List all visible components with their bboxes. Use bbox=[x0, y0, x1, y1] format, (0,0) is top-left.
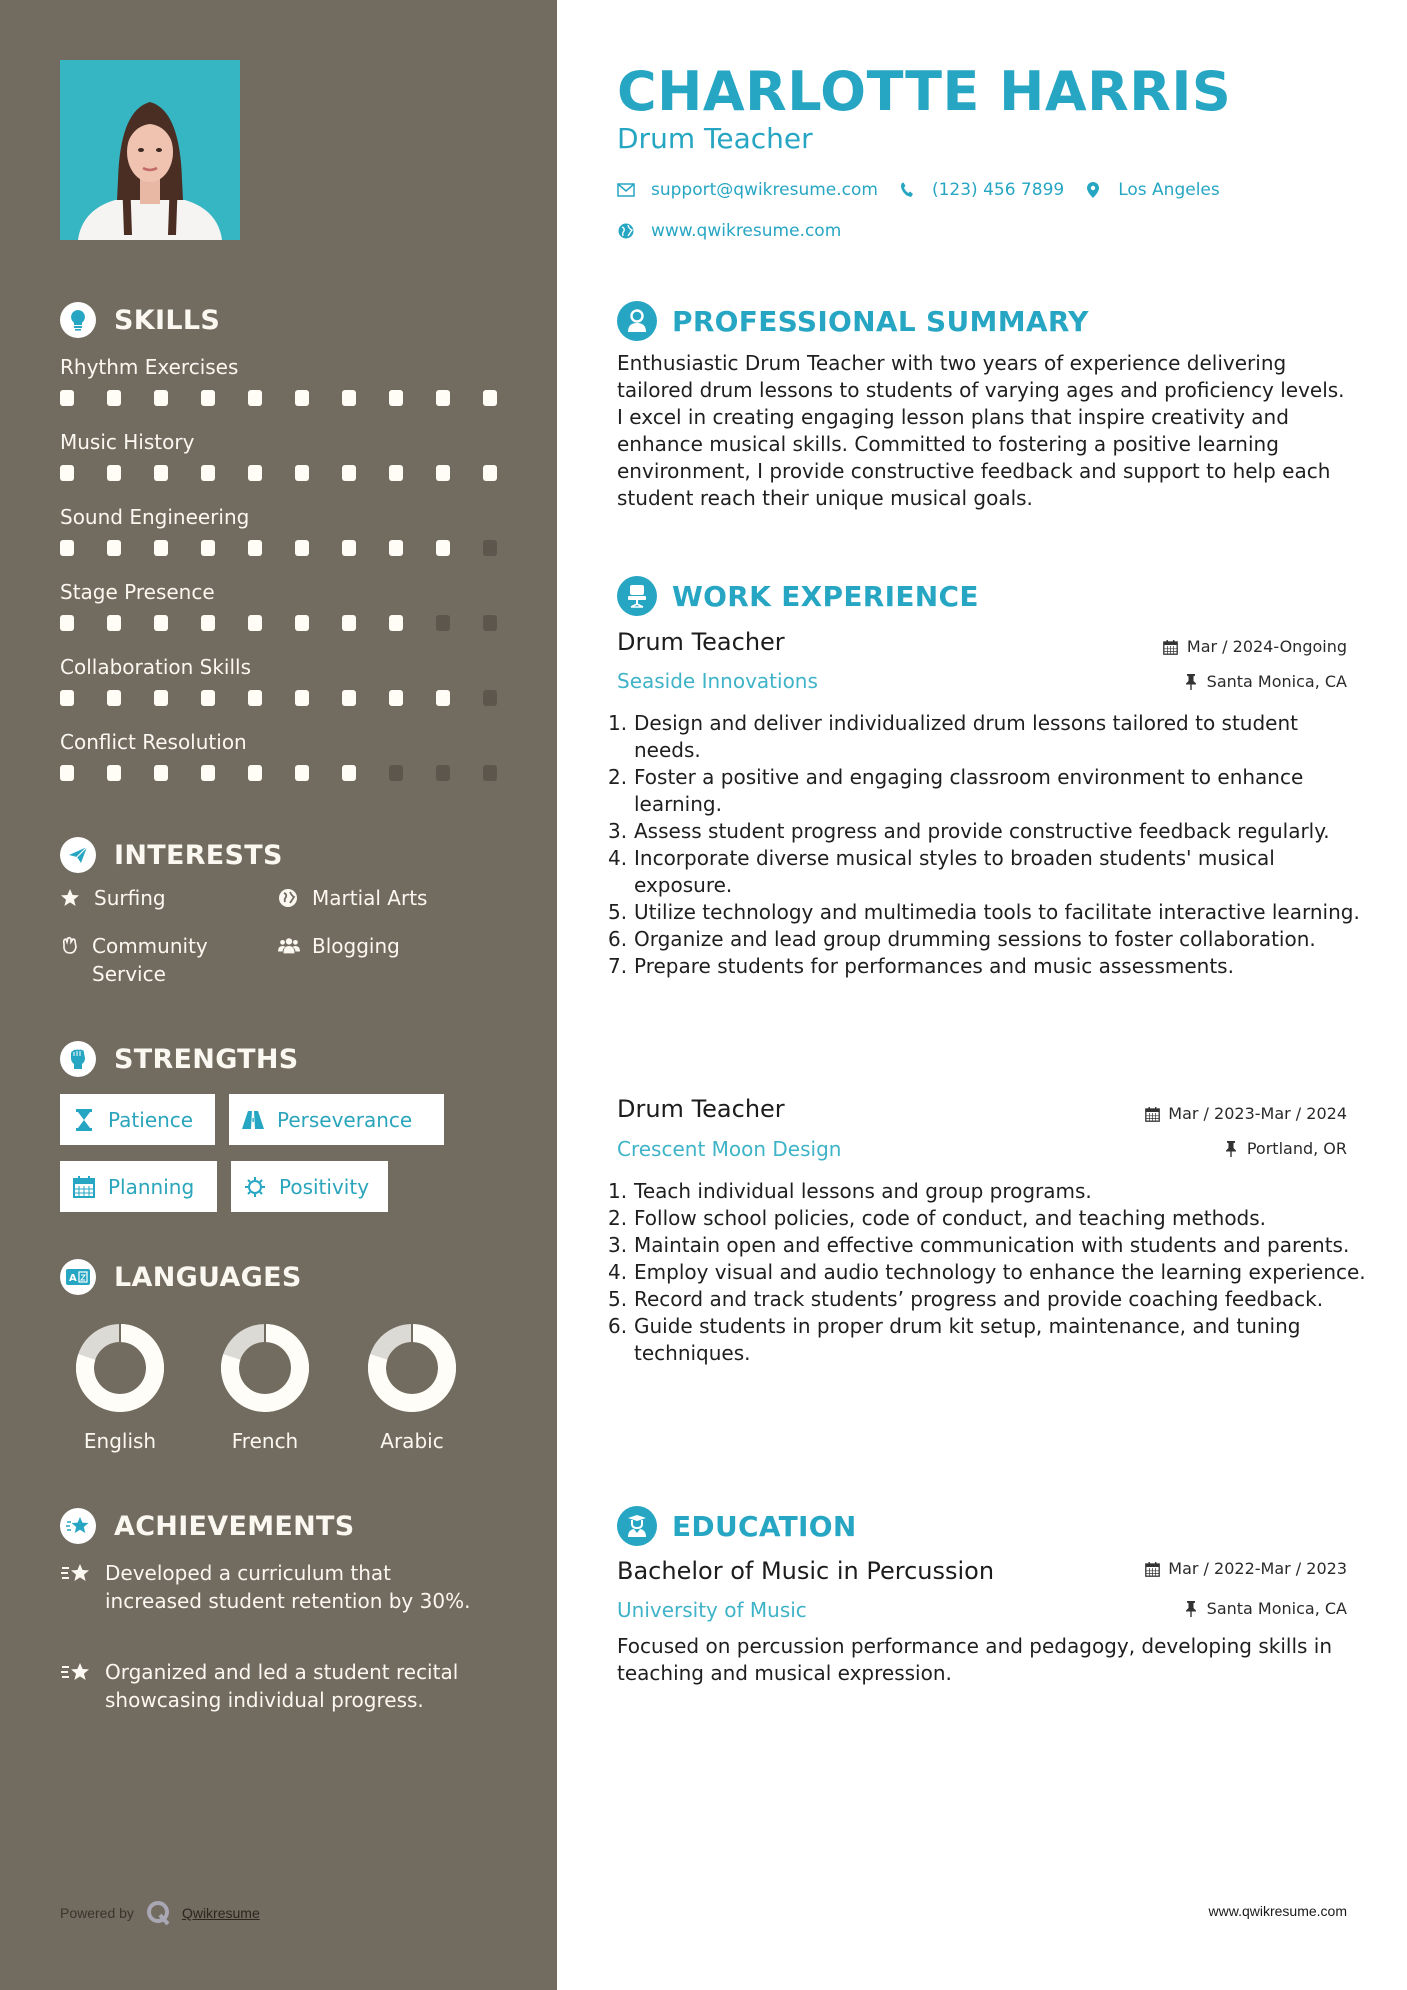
bullet-number: 1. bbox=[608, 1179, 628, 1203]
chair-icon bbox=[617, 576, 657, 616]
rating-dot-filled bbox=[201, 690, 215, 706]
bullet-number: 4. bbox=[608, 846, 628, 870]
rating-dot-filled bbox=[295, 540, 309, 556]
degree-title: Bachelor of Music in Percussion bbox=[617, 1557, 995, 1585]
hand-icon bbox=[60, 932, 80, 960]
rating-dot-filled bbox=[201, 765, 215, 781]
job-bullet bbox=[608, 1286, 1368, 1313]
rating-dot-filled bbox=[154, 615, 168, 631]
rating-dot-filled bbox=[60, 690, 74, 706]
rating-dot-filled bbox=[154, 765, 168, 781]
email-link[interactable]: support@qwikresume.com bbox=[651, 180, 878, 200]
rating-dot-filled bbox=[248, 540, 262, 556]
language-proficiency-chart bbox=[352, 1324, 472, 1412]
road-icon bbox=[241, 1108, 265, 1132]
bullet-number: 7. bbox=[608, 954, 628, 978]
rating-dot-filled bbox=[154, 465, 168, 481]
bullet-text: Record and track students’ progress and provide coaching feedback. bbox=[634, 1287, 1324, 1311]
rating-dot-filled bbox=[342, 465, 356, 481]
envelope-icon bbox=[617, 181, 635, 199]
powered-by: Powered by Qwikresume bbox=[60, 1900, 260, 1926]
graduate-icon bbox=[617, 1506, 657, 1546]
contact-row bbox=[617, 180, 1220, 200]
interest-item: Surfing bbox=[60, 884, 166, 912]
star-award-icon bbox=[60, 1559, 94, 1587]
bullet-number: 6. bbox=[608, 927, 628, 951]
rating-dot-filled bbox=[201, 540, 215, 556]
rating-dot-filled bbox=[436, 390, 450, 406]
rating-dot-filled bbox=[201, 390, 215, 406]
experience-heading: WORK EXPERIENCE bbox=[617, 576, 979, 616]
calendar-icon bbox=[1163, 639, 1179, 655]
website-link[interactable]: www.qwikresume.com bbox=[651, 221, 842, 241]
map-pin-icon bbox=[1084, 181, 1102, 199]
bullet-text: Follow school policies, code of conduct, and teaching methods. bbox=[634, 1206, 1267, 1230]
job-location: Santa Monica, CA bbox=[1183, 671, 1347, 693]
company-name: Seaside Innovations bbox=[617, 669, 818, 693]
qwikresume-logo-icon bbox=[146, 1900, 172, 1926]
skill-rating bbox=[60, 765, 497, 781]
strength-badge: Planning bbox=[60, 1161, 217, 1212]
star-award-icon bbox=[60, 1508, 96, 1544]
rating-dot-filled bbox=[248, 765, 262, 781]
strength-badge: Perseverance bbox=[229, 1094, 444, 1145]
svg-text:A: A bbox=[69, 1273, 77, 1284]
achievement-item: Developed a curriculum that increased student retention by 30%. bbox=[60, 1559, 480, 1615]
rating-dot-filled bbox=[107, 465, 121, 481]
language-label: French bbox=[231, 1429, 299, 1453]
rating-dot-filled bbox=[248, 465, 262, 481]
rating-dot-filled bbox=[295, 465, 309, 481]
bullet-text: Teach individual lessons and group programs. bbox=[634, 1179, 1092, 1203]
bullet-text: Organize and lead group drumming sessions to foster collaboration. bbox=[634, 927, 1316, 951]
rating-dot-filled bbox=[60, 615, 74, 631]
bullet-text: Maintain open and effective communication with students and parents. bbox=[634, 1233, 1350, 1257]
rating-dot-filled bbox=[107, 390, 121, 406]
main-content bbox=[557, 0, 1407, 1990]
company-name: Crescent Moon Design bbox=[617, 1137, 842, 1161]
footer-website-link[interactable]: www.qwikresume.com bbox=[1208, 1903, 1347, 1919]
lightbulb-icon bbox=[60, 302, 96, 338]
rating-dot-empty bbox=[436, 615, 450, 631]
rating-dot-filled bbox=[154, 390, 168, 406]
bullet-number: 5. bbox=[608, 900, 628, 924]
rating-dot-filled bbox=[154, 540, 168, 556]
rating-dot-filled bbox=[295, 690, 309, 706]
job-title: Drum Teacher bbox=[617, 628, 785, 656]
rating-dot-filled bbox=[107, 615, 121, 631]
bullet-number: 4. bbox=[608, 1260, 628, 1284]
bullet-number: 5. bbox=[608, 1287, 628, 1311]
rating-dot-filled bbox=[483, 390, 497, 406]
users-icon bbox=[278, 932, 300, 960]
phone-icon bbox=[898, 181, 916, 199]
calendar-icon bbox=[1144, 1106, 1160, 1122]
rating-dot-filled bbox=[248, 390, 262, 406]
skill-label: Conflict Resolution bbox=[60, 730, 247, 754]
job-bullets bbox=[608, 710, 1368, 980]
strength-badge: Positivity bbox=[231, 1161, 388, 1212]
interest-item: Martial Arts bbox=[278, 884, 427, 912]
job-bullet bbox=[608, 1178, 1368, 1205]
rating-dot-filled bbox=[107, 540, 121, 556]
hourglass-icon bbox=[72, 1108, 96, 1132]
contact-row bbox=[617, 221, 841, 241]
education-description: Focused on percussion performance and pedagogy, developing skills in teaching and musical expression. bbox=[617, 1634, 1333, 1685]
globe-icon bbox=[617, 222, 635, 240]
rating-dot-filled bbox=[342, 615, 356, 631]
skill-rating bbox=[60, 390, 497, 406]
rating-dot-filled bbox=[295, 390, 309, 406]
strengths-heading: STRENGTHS bbox=[60, 1041, 299, 1077]
rating-dot-filled bbox=[295, 765, 309, 781]
language-proficiency-chart bbox=[205, 1324, 325, 1412]
language-label: English bbox=[83, 1429, 157, 1453]
skill-label: Stage Presence bbox=[60, 580, 215, 604]
skill-rating bbox=[60, 465, 497, 481]
interest-item: Community Service bbox=[60, 932, 260, 988]
pushpin-icon bbox=[1183, 674, 1199, 690]
job-bullet bbox=[608, 764, 1368, 818]
languages-heading: A LANGUAGES bbox=[60, 1259, 302, 1295]
rating-dot-filled bbox=[389, 465, 403, 481]
language-proficiency-chart bbox=[60, 1324, 180, 1412]
achievements-heading: ACHIEVEMENTS bbox=[60, 1508, 355, 1544]
interest-item: Blogging bbox=[278, 932, 400, 960]
rating-dot-filled bbox=[483, 465, 497, 481]
pushpin-icon bbox=[1183, 1601, 1199, 1617]
education-dates: Mar / 2022-Mar / 2023 bbox=[1144, 1558, 1347, 1580]
sun-icon bbox=[243, 1175, 267, 1199]
rating-dot-filled bbox=[436, 540, 450, 556]
strength-badge: Patience bbox=[60, 1094, 215, 1145]
candidate-role: Drum Teacher bbox=[617, 122, 813, 155]
bullet-number: 2. bbox=[608, 765, 628, 789]
bullet-text: Guide students in proper drum kit setup, maintenance, and tuning techniques. bbox=[634, 1314, 1301, 1365]
bullet-text: Design and deliver individualized drum lessons tailored to student needs. bbox=[634, 711, 1299, 762]
bullet-text: Foster a positive and engaging classroom environment to enhance learning. bbox=[634, 765, 1304, 816]
rating-dot-filled bbox=[389, 540, 403, 556]
job-title: Drum Teacher bbox=[617, 1095, 785, 1123]
bullet-text: Assess student progress and provide constructive feedback regularly. bbox=[634, 819, 1330, 843]
rating-dot-filled bbox=[389, 615, 403, 631]
bullet-number: 3. bbox=[608, 819, 628, 843]
rating-dot-empty bbox=[483, 615, 497, 631]
summary-heading: PROFESSIONAL SUMMARY bbox=[617, 301, 1089, 341]
rating-dot-filled bbox=[342, 690, 356, 706]
rating-dot-filled bbox=[201, 615, 215, 631]
bullet-number: 1. bbox=[608, 711, 628, 735]
bullet-number: 6. bbox=[608, 1314, 628, 1338]
bullet-text: Prepare students for performances and music assessments. bbox=[634, 954, 1234, 978]
rating-dot-filled bbox=[295, 615, 309, 631]
job-bullet bbox=[608, 710, 1368, 764]
bullet-text: Employ visual and audio technology to enhance the learning experience. bbox=[634, 1260, 1366, 1284]
location-text: Los Angeles bbox=[1118, 180, 1220, 200]
translate-icon bbox=[60, 1259, 96, 1295]
skill-rating bbox=[60, 690, 497, 706]
rating-dot-filled bbox=[389, 690, 403, 706]
rating-dot-filled bbox=[342, 390, 356, 406]
bullet-text: Utilize technology and multimedia tools to facilitate interactive learning. bbox=[634, 900, 1360, 924]
rating-dot-filled bbox=[436, 690, 450, 706]
skills-heading: SKILLS bbox=[60, 302, 220, 338]
rating-dot-filled bbox=[248, 615, 262, 631]
achievement-item: Organized and led a student recital showcasing individual progress. bbox=[60, 1658, 480, 1714]
paper-plane-icon bbox=[60, 837, 96, 873]
interests-heading: INTERESTS bbox=[60, 837, 283, 873]
rating-dot-filled bbox=[201, 465, 215, 481]
school-name: University of Music bbox=[617, 1598, 807, 1622]
job-bullets bbox=[608, 1178, 1368, 1367]
skill-label: Sound Engineering bbox=[60, 505, 250, 529]
rating-dot-empty bbox=[483, 690, 497, 706]
rating-dot-filled bbox=[60, 465, 74, 481]
job-bullet bbox=[608, 953, 1368, 980]
skill-label: Music History bbox=[60, 430, 195, 454]
candidate-name: CHARLOTTE HARRIS bbox=[617, 60, 1232, 123]
qwikresume-link[interactable]: Qwikresume bbox=[181, 1905, 260, 1921]
rating-dot-empty bbox=[483, 765, 497, 781]
rating-dot-filled bbox=[248, 690, 262, 706]
rating-dot-filled bbox=[154, 690, 168, 706]
education-location: Santa Monica, CA bbox=[1183, 1598, 1347, 1620]
user-icon bbox=[617, 301, 657, 341]
calendar-icon bbox=[72, 1175, 96, 1199]
job-location: Portland, OR bbox=[1223, 1138, 1347, 1160]
job-bullet bbox=[608, 1259, 1368, 1286]
job-dates: Mar / 2023-Mar / 2024 bbox=[1144, 1103, 1347, 1125]
job-bullet bbox=[608, 845, 1368, 899]
job-bullet bbox=[608, 818, 1368, 845]
fist-icon bbox=[60, 1041, 96, 1077]
star-icon bbox=[60, 884, 82, 912]
sidebar bbox=[0, 0, 557, 1990]
rating-dot-empty bbox=[389, 765, 403, 781]
portrait-image bbox=[60, 60, 240, 240]
star-award-icon bbox=[60, 1658, 94, 1686]
profile-photo bbox=[60, 60, 240, 240]
rating-dot-filled bbox=[389, 390, 403, 406]
skill-rating bbox=[60, 615, 497, 631]
phone-text: (123) 456 7899 bbox=[931, 180, 1065, 200]
globe-icon bbox=[278, 884, 300, 912]
bullet-text: Incorporate diverse musical styles to broaden students' musical exposure. bbox=[634, 846, 1275, 897]
skill-rating bbox=[60, 540, 497, 556]
rating-dot-filled bbox=[436, 465, 450, 481]
job-bullet bbox=[608, 1205, 1368, 1232]
rating-dot-filled bbox=[60, 390, 74, 406]
job-bullet bbox=[608, 899, 1368, 926]
rating-dot-filled bbox=[342, 765, 356, 781]
calendar-icon bbox=[1144, 1561, 1160, 1577]
rating-dot-filled bbox=[342, 540, 356, 556]
rating-dot-filled bbox=[107, 765, 121, 781]
summary-text: Enthusiastic Drum Teacher with two years of experience delivering tailored drum lessons to students of varying ages and proficiency levels. I excel in creating engaging lesson plans that inspire creativity and enhance musical skills. Committed to fostering a positive learning environment, I provide constructive feedback and support to help each student reach their unique musical goals. bbox=[617, 351, 1345, 510]
skill-label: Collaboration Skills bbox=[60, 655, 252, 679]
job-bullet bbox=[608, 926, 1368, 953]
education-heading: EDUCATION bbox=[617, 1506, 857, 1546]
skill-label: Rhythm Exercises bbox=[60, 355, 239, 379]
bullet-number: 2. bbox=[608, 1206, 628, 1230]
rating-dot-filled bbox=[107, 690, 121, 706]
rating-dot-empty bbox=[483, 540, 497, 556]
job-bullet bbox=[608, 1232, 1368, 1259]
rating-dot-empty bbox=[436, 765, 450, 781]
job-dates: Mar / 2024-Ongoing bbox=[1163, 636, 1347, 658]
bullet-number: 3. bbox=[608, 1233, 628, 1257]
language-label: Arabic bbox=[380, 1429, 444, 1453]
rating-dot-filled bbox=[60, 540, 74, 556]
rating-dot-filled bbox=[60, 765, 74, 781]
job-bullet bbox=[608, 1313, 1368, 1367]
pushpin-icon bbox=[1223, 1141, 1239, 1157]
